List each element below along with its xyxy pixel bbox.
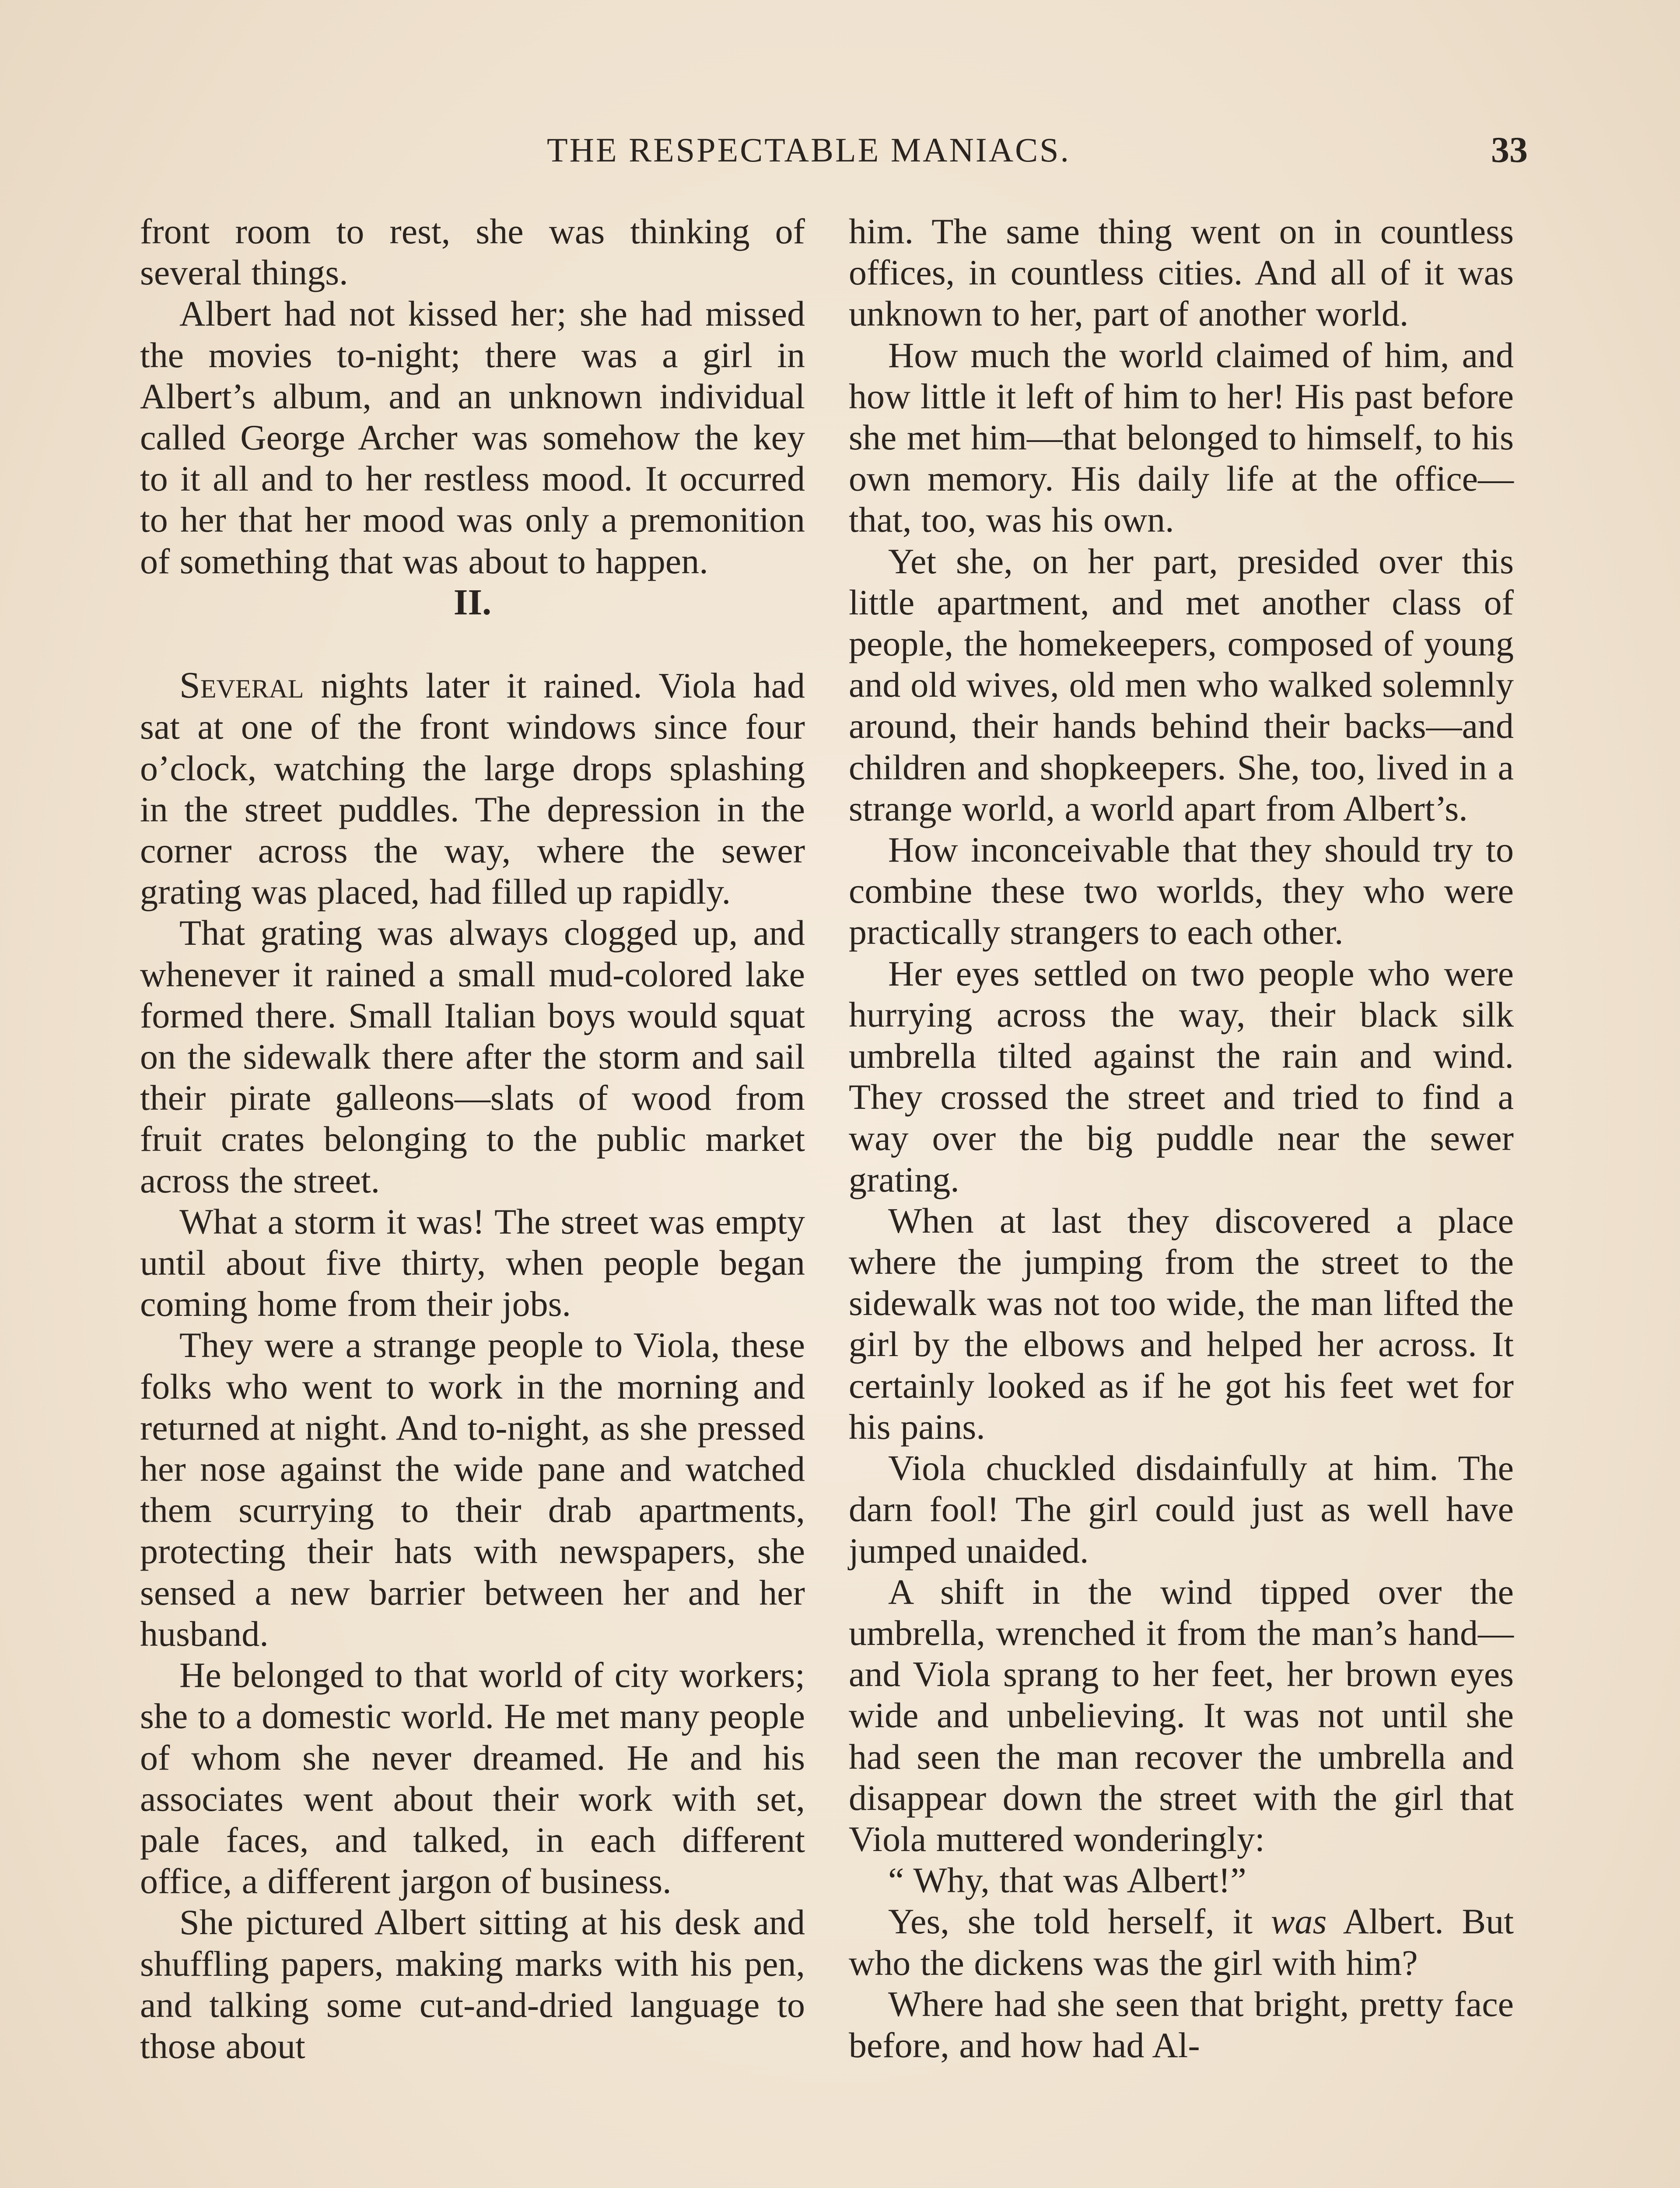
- paragraph: Viola chuckled disdainfully at him. The darn fool! The girl could just as well have jumped unaided.: [849, 1448, 1514, 1571]
- paragraph: How much the world claimed of him, and how little it left of him to her! His past before she met him—that belonged to himself, to his own memory. His daily life at the office—that, too, was his own.: [849, 335, 1514, 540]
- section-lead-word: Several: [179, 664, 304, 706]
- paragraph: him. The same thing went on in countless offices, in countless cities. And all of it was unknown to her, part of another world.: [849, 211, 1514, 334]
- page-number: 33: [1491, 130, 1528, 170]
- paragraph: She pictured Albert sitting at his desk and shuffling papers, making marks with his pen, and talking some cut-and-dried language to those about: [140, 1902, 805, 2066]
- right-column: [849, 211, 1514, 2066]
- paragraph: Where had she seen that bright, pretty face before, and how had Al-: [849, 1984, 1514, 2065]
- paragraph: When at last they discovered a place where the jumping from the street to the sidewalk was not too wide, the man lifted the girl by the elbows and helped her across. It certainly looked as if he got his feet wet for his pains.: [849, 1200, 1514, 1447]
- paragraph-text: Albert. But who the dickens was the girl with him?: [849, 1901, 1514, 1983]
- paragraph: [140, 664, 805, 912]
- paragraph: He belonged to that world of city workers; she to a domestic world. He met many people of whom she never dreamed. He and his associates went about their work with set, pale faces, and talked, in each different office, a different jargon of business.: [140, 1655, 805, 1901]
- paragraph: [849, 1901, 1514, 1983]
- paragraph: Yet she, on her part, presided over this little apartment, and met another class of people, the homekeepers, composed of young and old wives, old men who walked solemnly around, their hands behind their backs—and children and shopkeepers. She, too, lived in a strange world, a world apart from Albert’s.: [849, 541, 1514, 828]
- paragraph: That grating was always clogged up, and whenever it rained a small mud-colored lake formed there. Small Italian boys would squat on the sidewalk there after the storm and sail their pirate galleons—slats of wood from fruit crates belonging to the public market across the street.: [140, 913, 805, 1200]
- running-title: THE RESPECTABLE MANIACS.: [547, 131, 1071, 169]
- paragraph: What a storm it was! The street was empty until about five thirty, when people began coming home from their jobs.: [140, 1201, 805, 1324]
- paragraph: A shift in the wind tipped over the umbrella, wrenched it from the man’s hand—and Viola sprang to her feet, her brown eyes wide and unbelieving. It was not until she had seen the man recover the umbrella and disappear down the street with the girl that Viola muttered wonderingly:: [849, 1571, 1514, 1859]
- paragraph: How inconceivable that they should try to combine these two worlds, they who were practically strangers to each other.: [849, 830, 1514, 952]
- paragraph-text: Yes, she told herself, it: [888, 1901, 1271, 1942]
- paragraph: front room to rest, she was thinking of several things.: [140, 211, 805, 293]
- paragraph: “ Why, that was Albert!”: [888, 1860, 1246, 1900]
- italic-word: was: [1270, 1901, 1327, 1942]
- section-heading: II.: [453, 582, 492, 623]
- left-column: [140, 211, 805, 2067]
- paragraph: They were a strange people to Viola, these folks who went to work in the morning and returned at night. And to-night, as she pressed her nose against the wide pane and watched them scurrying to their drab apartments, protecting their hats with newspapers, she sensed a new barrier between her and her husband.: [140, 1325, 805, 1654]
- running-head: [0, 130, 1680, 179]
- paragraph: Her eyes settled on two people who were hurrying across the way, their black silk umbrella tilted against the rain and wind. They crossed the street and tried to find a way over the big puddle near the sewer grating.: [849, 953, 1514, 1199]
- paragraph: Albert had not kissed her; she had missed the movies to-night; there was a girl in Albert’s album, and an unknown individual called George Archer was somehow the key to it all and to her restless mood. It occurred to her that her mood was only a premonition of something that was about to happen.: [140, 294, 805, 581]
- paragraph-text: nights later it rained. Viola had sat at one of the front windows since four o’clock, watching the large drops splashing in the street puddles. The depression in the corner across the way, where the sewer grating was placed, had filled up rapidly.: [140, 666, 805, 912]
